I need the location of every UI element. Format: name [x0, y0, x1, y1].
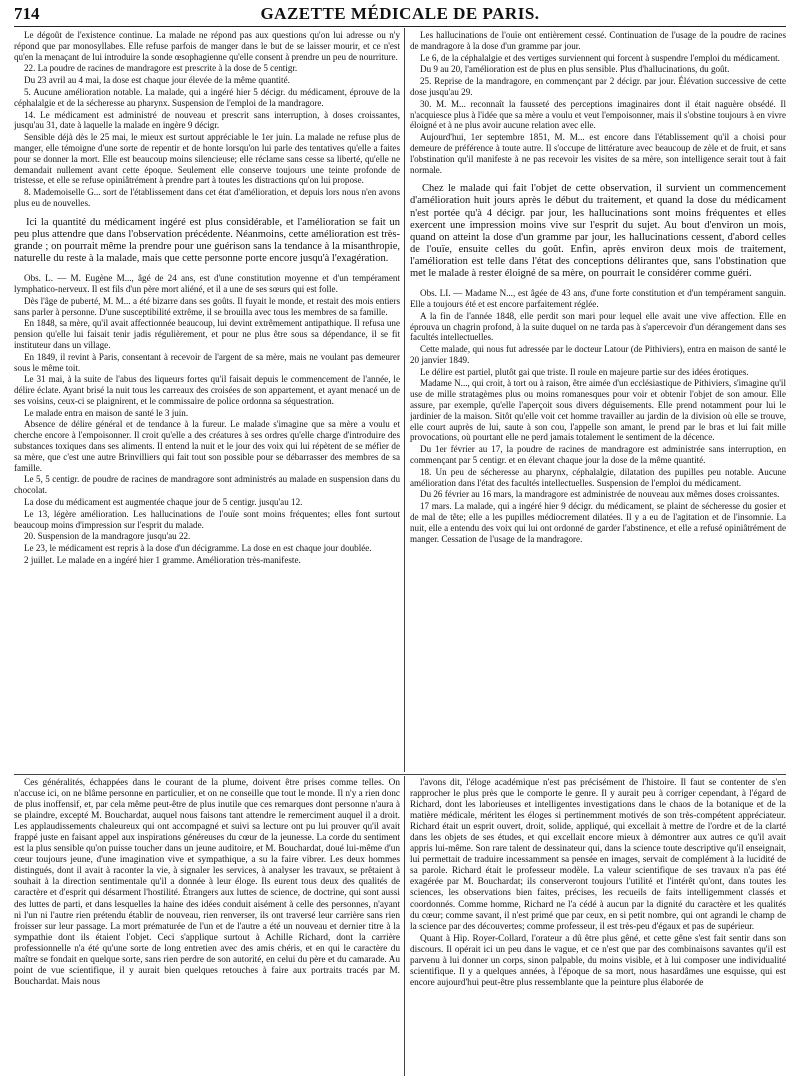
paragraph: Les hallucinations de l'ouïe ont entièrement cessé. Continuation de l'usage de la poudre de racines de mandragore à la dose d'un gramme par jour.: [410, 30, 786, 51]
section-divider: [14, 774, 786, 775]
paragraph: Le 13, légère amélioration. Les hallucinations de l'ouïe sont moins fréquentes; elles font surtout beaucoup moins d'impression sur l'esprit du malade.: [14, 508, 400, 530]
paragraph: 2 juillet. Le malade en a ingéré hier 1 gramme. Amélioration très-manifeste.: [24, 555, 301, 566]
paragraph: Dès l'âge de puberté, M. M... a été bizarre dans ses goûts. Il fuyait le monde, et restait des mois entiers sans parler à personne. D'une susceptibilité extrême, il se brouilla avec tous les membres de sa famille.: [14, 295, 400, 317]
paragraph: Du 9 au 20, l'amélioration est de plus en plus sensible. Plus d'hallucinations, du goût.: [420, 64, 730, 75]
paragraph: Aujourd'hui, 1er septembre 1851, M. M... est encore dans l'établissement qu'il a choisi pour demeure de préférence à toute autre. Il s'occupe de littérature avec beaucoup de zèle et de fruit, et sans l'obstination qu'il manifeste à ne pas recevoir les visites de sa mère, son intelligence serait tout à fait normale.: [410, 132, 786, 175]
bottom-right-column: [410, 778, 786, 1076]
paragraph: 8. Mademoiselle G... sort de l'établissement dans cet état d'amélioration, et depuis lors nous n'en avons plus eu de nouvelles.: [14, 187, 400, 208]
paragraph: Le 31 mai, à la suite de l'abus des liqueurs fortes qu'il faisait depuis le commencement de l'année, le délire éclate. Ayant brisé la nuit tous les carreaux des croisées de son appartement, et ayant menacé un de ses voisins, ceux-ci se plaignirent, et le commissaire de police ordonna sa séquestration.: [14, 374, 400, 406]
paragraph: 30. M. M... reconnaît la fausseté des perceptions imaginaires dont il était naguère obsédé. Il n'acquiesce plus à l'idée que sa mère a voulu et veut l'empoisonner, mais il s'obstine toujours à en vivre éloigné et à ne plus avoir aucune relation avec elle.: [410, 98, 786, 131]
paragraph: l'avons dit, l'éloge académique n'est pas précisément de l'histoire. Il faut se contenter de s'en rapprocher le plus près que le comporte le genre. Il y aurait peu à corriger cependant, à l'égard de Richard, dont les laborieuses et intelligentes investigations dans le chaos de la botanique et de la matière médicale, méritent les éloges si pertinemment motivés de son très-compétent appréciateur. Richard était un esprit ouvert, droit, solide, appliqué, qui excellait à mettre de l'ordre et de la clarté dans les objets de ses études, et qui excellait encore mieux à démontrer aux autres ce qu'il avait appris lui-même. Son rare talent de dessinateur qui, dans la science toute descriptive qu'il enseignait, lui permettait de traduire incessamment sa pensée en images, servait de complément à la lucidité de sa parole. Richard était le professeur modèle. La valeur scientifique de ses travaux n'a pas été exagérée par M. Bouchardat; ils conserveront toujours l'utilité et l'intérêt qu'ont, dans toutes les sciences, les observations bien faites, précises, les recueils de faits intelligemment classés et coordonnés. Comme homme, Richard ne l'a cédé à aucun par la dignité du caractère et les qualités du cœur; comme savant, il n'est primé que par ceux, en si petit nombre, qui ont agrandi le champ de la science par des découvertes; comme professeur, il est très-peu d'égaux et pas de supérieur.: [410, 778, 786, 932]
paragraph: Cette malade, qui nous fut adressée par le docteur Latour (de Pithiviers), entra en maison de santé le 20 janvier 1849.: [410, 344, 786, 365]
left-commentary: [14, 217, 400, 265]
paragraph: 20. Suspension de la mandragore jusqu'au 22.: [24, 531, 191, 542]
paragraph: Du 23 avril au 4 mai, la dose est chaque jour élevée de la même quantité.: [24, 75, 290, 86]
right-commentary: [410, 183, 786, 280]
paragraph: Ces généralités, échappées dans le courant de la plume, doivent être prises comme telles. On n'accuse ici, on ne blâme personne en particulier, et on ne conseille que tout le monde. Il n'y a rien donc de plus inoffensif, et, par cela même peut-être de plus inutile que ces remarques dont personne n'aura à se plaindre, excepté M. Bouchardat, auquel nous faisons tant attendre le remerciment auquel il a droit. Les applaudissements chaleureux qui ont accompagné et suivi sa lecture ont pu lui prouver qu'il avait frappé juste en faisant appel aux inspirations généreuses du cœur de la jeunesse. La corde du sentiment est la plus sensible qu'on puisse toucher dans un jeune auditoire, et M. Bouchardat, doué lui-même d'un cœur toujours jeune, d'une imagination vive et sympathique, a su la faire vibrer. Les deux hommes distingués, dont il avait à raconter la vie, à signaler les services, à analyser les travaux, se prêtaient à souhait à la direction sentimentale qu'il a donnée à leur éloge. Ils eurent tous deux des qualités de caractère et d'esprit qui désarment l'hostilité. Étrangers aux luttes de science, de doctrine, qui sont aussi des luttes de parti, et dans lesquelles la haine des idées conduit aisément à celle des personnes, n'ayant ni l'un ni l'autre rien prétendu établir de nouveau, rien renverser, ils ont traversé leur carrière sans rien froisser sur leur passage. La mort prématurée de l'un et de l'autre a été un nouveau et dernier titre à la sympathie dont ils étaient l'objet. Ceci s'applique surtout à Achille Richard, dont la carrière professionnelle n'a été qu'une sorte de long entretien avec des amis chéris, et en qui le caractère du maître se fondait en quelque sorte, sans rien perdre de son autorité, en celui du père et du camarade. Au point de vue scientifique, il y aurait bien quelques retouches à faire aux portraits tracés par M. Bouchardat. Mais nous: [14, 778, 400, 987]
paragraph: En 1849, il revint à Paris, consentant à recevoir de l'argent de sa mère, mais ne voulant pas demeurer sous le même toit.: [14, 351, 400, 373]
paragraph: Ici la quantité du médicament ingéré est plus considérable, et l'amélioration se fait un peu plus attendre que dans l'observation précédente. Néanmoins, cette amélioration est très-grande ; on pourrait même la prendre pour une guérison sans la tendance à la misanthropie, naturelle du reste à la malade, mais que cette personne porte encore jusqu'à l'exagération.: [14, 216, 400, 265]
paragraph: Le 23, le médicament est repris à la dose d'un décigramme. La dose en est chaque jour doublée.: [24, 543, 372, 554]
paragraph: Le délire est partiel, plutôt gai que triste. Il roule en majeure partie sur des idées érotiques.: [420, 366, 749, 377]
journal-title: GAZETTE MÉDICALE DE PARIS.: [260, 4, 540, 23]
observation-l: [14, 273, 400, 566]
observation-li: [410, 288, 786, 544]
paragraph: Du 1er février au 17, la poudre de racines de mandragore est administrée sans interruption, en commençant par 5 centigr. et en élevant chaque jour la dose de la même quantité.: [410, 444, 786, 466]
paragraph: Du 26 février au 16 mars, la mandragore est administrée de nouveau aux mêmes doses croissantes.: [420, 489, 780, 500]
paragraph: Obs. L. — M. Eugène M..., âgé de 24 ans, est d'une constitution moyenne et d'un tempérament lymphatico-nerveux. Il est fils d'un père mort aliéné, et il a une de ses sœurs qui est folle.: [14, 273, 400, 294]
paragraph: Le malade entra en maison de santé le 3 juin.: [24, 407, 189, 418]
right-obs-continuation: [410, 30, 786, 175]
paragraph: Obs. LI. — Madame N..., est âgée de 43 ans, d'une forte constitution et d'un tempérament sanguin. Elle a toujours été et est encore parfaitement réglée.: [410, 288, 786, 309]
paragraph: 25. Reprise de la mandragore, en commençant par 2 décigr. par jour. Élévation successive de cette dose jusqu'au 29.: [410, 76, 786, 97]
paragraph: 5. Aucune amélioration notable. La malade, qui a ingéré hier 5 décigr. du médicament, éprouve de la céphalalgie et de la sécheresse au pharynx. Suspension de l'emploi de la mandragore.: [14, 86, 400, 108]
paragraph: Absence de délire général et de tendance à la fureur. Le malade s'imagine que sa mère a voulu et cherche encore à l'empoisonner. Il croit qu'elle a des créatures à ses ordres qu'elle charge d'introduire des substances toxiques dans ses aliments. Il entend la nuit et le jour des voix qui lui répètent de se méfier de sa mère, que c'est une autre Brinvilliers qui fait tout son possible pour se débarrasser des membres de sa famille.: [14, 419, 400, 473]
bottom-left-column: [14, 778, 400, 1076]
right-column: [410, 30, 786, 772]
paragraph: Quant à Hip. Royer-Collard, l'orateur a dû être plus gêné, et cette gêne s'est fait sentir dans son discours. Il opérait ici un peu dans le vague, et ce n'est que par des combinaisons savantes qu'il est parvenu à lui donner un corps, sinon palpable, du moins visible, et à lui composer une individualité scientifique. Il y a quelques années, à l'époque de sa mort, nous hasardâmes une esquisse, qui est encore aujourd'hui peut-être plus ressemblante que la peinture plus élaborée de: [410, 933, 786, 988]
paragraph: Sensible déjà dès le 25 mai, le mieux est surtout appréciable le 1er juin. La malade ne refuse plus de manger, elle témoigne d'une sorte de repentir et de honte lorsqu'on lui parle des tentatives qu'elle a faites pour se donner la mort. Elle est beaucoup moins silencieuse; elle réclame sans cesse sa liberté, qu'elle ne demandait nullement avant cette époque. Seulement elle conserve toujours une teinte profonde de tristesse, et elle se refuse opiniâtrément à prendre part à toutes les distractions qu'on lui propose.: [14, 132, 400, 186]
left-obs-continuation: [14, 30, 400, 209]
header-rule: [14, 26, 786, 27]
paragraph: 17 mars. La malade, qui a ingéré hier 9 décigr. du médicament, se plaint de sécheresse du gosier et de mal de tête; elle a les pupilles médiocrement dilatées. Il y a eu de l'agitation et de l'insomnie. La nuit, elle a entendu des voix qui lui ont ordonné de garder l'abstinence, et elle a refusé opiniâtrément de manger. Cessation de l'usage de la mandragore.: [410, 501, 786, 544]
paragraph: 18. Un peu de sécheresse au pharynx, céphalalgie, dilatation des pupilles peu notable. Aucune amélioration dans l'état des facultés intellectuelles. Suspension de l'emploi du médicament.: [410, 466, 786, 488]
paragraph: Chez le malade qui fait l'objet de cette observation, il survient un commencement d'amélioration huit jours après le début du traitement, et quand la dose du médicament n'est portée qu'à 4 décigr. par jour, les hallucinations sont moins fréquentes et elles exercent une impression moins vive sur l'esprit du sujet. Au bout d'environ un mois, quand on atteint la dose d'un gramme par jour, les hallucinations cessent, d'abord celles de l'ouïe, ensuite celles du goût. Enfin, après environ deux mois de traitement, l'amélioration est telle dans l'état des conceptions délirantes que, sans l'obstination que met le malade à rester éloigné de sa mère, on pourrait le considérer comme guéri.: [410, 183, 786, 280]
left-column: [14, 30, 400, 772]
column-divider-top: [404, 28, 405, 772]
paragraph: En 1848, sa mère, qu'il avait affectionnée beaucoup, lui devint extrêmement antipathique. Il refusa une pension qu'elle lui faisait tenir jadis régulièrement, et pour ne plus être sous sa dépendance, il se fit instituteur dans un village.: [14, 318, 400, 350]
paragraph: Madame N..., qui croit, à tort ou à raison, être aimée d'un ecclésiastique de Pithiviers, s'imagine qu'il use de mille stratagèmes plus ou moins romanesques pour voir et obtenir l'objet de son amour. Elle assure, par exemple, qu'elle l'aperçoit sous divers déguisements. Elle prend notamment pour lui le jardinier de la maison. Sitôt qu'elle voit cet homme travailler au jardin de la division où elle se trouve, elle court auprès de lui, saute à son cou, l'appelle son amant, le prend par le bras et lui fait mille provocations, où pourtant elle ne perd jamais totalement le sentiment de la décence.: [410, 378, 786, 443]
paragraph: Le 6, de la céphalalgie et des vertiges surviennent qui forcent à suspendre l'emploi du médicament.: [420, 52, 780, 63]
paragraph: Le 5, 5 centigr. de poudre de racines de mandragore sont administrés au malade en suspension dans du chocolat.: [14, 474, 400, 496]
paragraph: 22. La poudre de racines de mandragore est prescrite à la dose de 5 centigr.: [24, 63, 298, 74]
column-divider-bottom: [404, 776, 405, 1076]
paragraph: 14. Le médicament est administré de nouveau et prescrit sans interruption, à doses croissantes, jusqu'au 31, date à laquelle la malade en ingère 9 décigr.: [14, 109, 400, 131]
paragraph: La dose du médicament est augmentée chaque jour de 5 centigr. jusqu'au 12.: [24, 497, 303, 508]
paragraph: Le dégoût de l'existence continue. La malade ne répond pas aux questions qu'on lui adresse ou n'y répond que par monosyllabes. Elle refuse parfois de manger dans le but de se laisser mourir, et ce n'est qu'en la menaçant de lui introduire la sonde œsophagienne qu'elle consent à prendre un peu de nourriture.: [14, 30, 400, 62]
page-number: 714: [14, 4, 40, 23]
paragraph: A la fin de l'année 1848, elle perdit son mari pour lequel elle avait une vive affection. Elle en éprouva un chagrin profond, à la suite duquel on ne tarda pas à s'apercevoir d'un dérangement dans ses facultés intellectuelles.: [410, 310, 786, 343]
page-header: [14, 4, 786, 26]
